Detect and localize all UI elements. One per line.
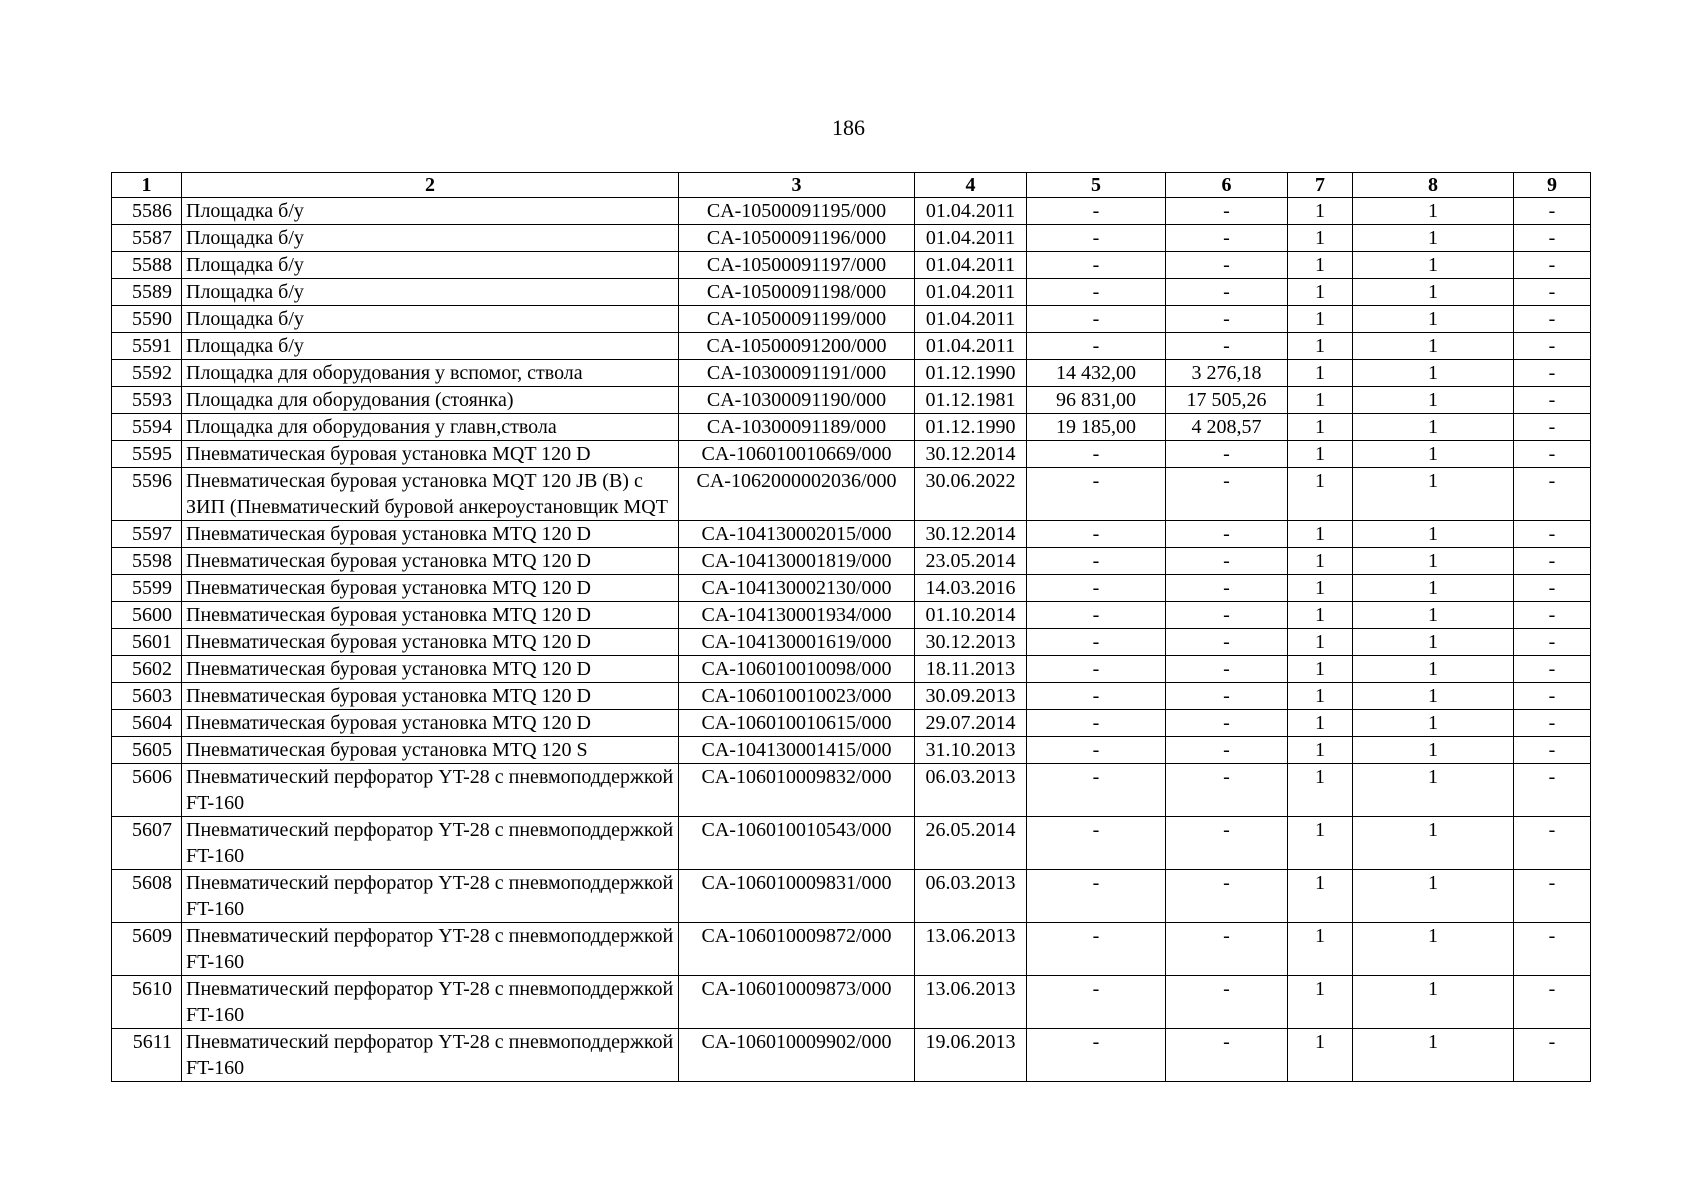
column-9-value: - <box>1514 387 1591 414</box>
column-header-7: 7 <box>1288 173 1353 198</box>
date: 06.03.2013 <box>915 764 1027 817</box>
column-5-value: - <box>1027 225 1166 252</box>
date: 30.06.2022 <box>915 468 1027 521</box>
column-9-value: - <box>1514 923 1591 976</box>
item-name: Пневматическая буровая установка MQT 120 D <box>182 441 679 468</box>
row-number: 5603 <box>112 683 182 710</box>
inventory-code: CA-106010010023/000 <box>679 683 915 710</box>
column-7-value: 1 <box>1288 656 1353 683</box>
table-row <box>112 521 1591 548</box>
column-7-value: 1 <box>1288 414 1353 441</box>
column-9-value: - <box>1514 333 1591 360</box>
column-8-value: 1 <box>1353 521 1514 548</box>
date: 30.09.2013 <box>915 683 1027 710</box>
column-6-value: - <box>1166 764 1288 817</box>
item-name: Площадка для оборудования у главн,ствола <box>182 414 679 441</box>
column-6-value: - <box>1166 976 1288 1029</box>
column-8-value: 1 <box>1353 575 1514 602</box>
row-number: 5599 <box>112 575 182 602</box>
column-9-value: - <box>1514 225 1591 252</box>
column-header-3: 3 <box>679 173 915 198</box>
date: 19.06.2013 <box>915 1029 1027 1082</box>
item-name: Площадка б/у <box>182 225 679 252</box>
column-9-value: - <box>1514 764 1591 817</box>
item-name: Пневматическая буровая установка MTQ 120 S <box>182 737 679 764</box>
column-8-value: 1 <box>1353 225 1514 252</box>
inventory-code: CA-10500091195/000 <box>679 198 915 225</box>
column-9-value: - <box>1514 870 1591 923</box>
table-row <box>112 468 1591 521</box>
column-9-value: - <box>1514 441 1591 468</box>
column-7-value: 1 <box>1288 737 1353 764</box>
column-9-value: - <box>1514 252 1591 279</box>
column-8-value: 1 <box>1353 870 1514 923</box>
item-name: Площадка б/у <box>182 279 679 306</box>
inventory-code: CA-104130001415/000 <box>679 737 915 764</box>
column-5-value: - <box>1027 602 1166 629</box>
column-6-value: - <box>1166 1029 1288 1082</box>
item-name: Площадка б/у <box>182 333 679 360</box>
column-7-value: 1 <box>1288 764 1353 817</box>
item-name: Пневматическая буровая установка MTQ 120 D <box>182 710 679 737</box>
column-7-value: 1 <box>1288 387 1353 414</box>
item-name: Пневматический перфоратор YT-28 с пневмоподдержкой FT-160 <box>182 1029 679 1082</box>
column-9-value: - <box>1514 602 1591 629</box>
column-7-value: 1 <box>1288 441 1353 468</box>
column-7-value: 1 <box>1288 225 1353 252</box>
column-5-value: - <box>1027 198 1166 225</box>
table-row <box>112 923 1591 976</box>
inventory-code: CA-10500091200/000 <box>679 333 915 360</box>
item-name: Пневматический перфоратор YT-28 с пневмоподдержкой FT-160 <box>182 817 679 870</box>
date: 30.12.2014 <box>915 441 1027 468</box>
row-number: 5589 <box>112 279 182 306</box>
column-8-value: 1 <box>1353 817 1514 870</box>
date: 29.07.2014 <box>915 710 1027 737</box>
column-header-4: 4 <box>915 173 1027 198</box>
inventory-code: CA-106010009873/000 <box>679 976 915 1029</box>
column-7-value: 1 <box>1288 602 1353 629</box>
date: 18.11.2013 <box>915 656 1027 683</box>
item-name: Пневматическая буровая установка MTQ 120 D <box>182 602 679 629</box>
item-name: Пневматическая буровая установка MTQ 120 D <box>182 575 679 602</box>
column-8-value: 1 <box>1353 602 1514 629</box>
row-number: 5611 <box>112 1029 182 1082</box>
inventory-code: CA-10300091191/000 <box>679 360 915 387</box>
column-5-value: - <box>1027 629 1166 656</box>
inventory-code: CA-104130001819/000 <box>679 548 915 575</box>
header-row <box>112 173 1591 198</box>
column-6-value: 3 276,18 <box>1166 360 1288 387</box>
column-6-value: - <box>1166 468 1288 521</box>
column-5-value: 96 831,00 <box>1027 387 1166 414</box>
date: 13.06.2013 <box>915 976 1027 1029</box>
column-8-value: 1 <box>1353 198 1514 225</box>
item-name: Пневматический перфоратор YT-28 с пневмоподдержкой FT-160 <box>182 976 679 1029</box>
column-7-value: 1 <box>1288 198 1353 225</box>
page-number: 186 <box>832 115 865 140</box>
column-7-value: 1 <box>1288 817 1353 870</box>
inventory-code: CA-104130002130/000 <box>679 575 915 602</box>
column-9-value: - <box>1514 575 1591 602</box>
row-number: 5590 <box>112 306 182 333</box>
table-row <box>112 575 1591 602</box>
inventory-code: CA-10300091190/000 <box>679 387 915 414</box>
row-number: 5609 <box>112 923 182 976</box>
date: 13.06.2013 <box>915 923 1027 976</box>
date: 30.12.2014 <box>915 521 1027 548</box>
column-6-value: - <box>1166 656 1288 683</box>
column-5-value: - <box>1027 710 1166 737</box>
column-6-value: - <box>1166 602 1288 629</box>
column-5-value: - <box>1027 575 1166 602</box>
column-8-value: 1 <box>1353 360 1514 387</box>
column-8-value: 1 <box>1353 333 1514 360</box>
date: 01.04.2011 <box>915 252 1027 279</box>
column-8-value: 1 <box>1353 441 1514 468</box>
item-name: Площадка б/у <box>182 306 679 333</box>
inventory-code: CA-106010009872/000 <box>679 923 915 976</box>
date: 23.05.2014 <box>915 548 1027 575</box>
column-7-value: 1 <box>1288 279 1353 306</box>
column-7-value: 1 <box>1288 306 1353 333</box>
column-6-value: - <box>1166 225 1288 252</box>
item-name: Пневматический перфоратор YT-28 с пневмоподдержкой FT-160 <box>182 870 679 923</box>
date: 31.10.2013 <box>915 737 1027 764</box>
table-row <box>112 441 1591 468</box>
table-row <box>112 870 1591 923</box>
column-5-value: - <box>1027 923 1166 976</box>
table-row <box>112 764 1591 817</box>
row-number: 5594 <box>112 414 182 441</box>
date: 30.12.2013 <box>915 629 1027 656</box>
column-6-value: - <box>1166 923 1288 976</box>
column-9-value: - <box>1514 521 1591 548</box>
column-9-value: - <box>1514 656 1591 683</box>
row-number: 5596 <box>112 468 182 521</box>
column-8-value: 1 <box>1353 710 1514 737</box>
column-5-value: - <box>1027 306 1166 333</box>
column-7-value: 1 <box>1288 548 1353 575</box>
column-5-value: - <box>1027 817 1166 870</box>
column-6-value: - <box>1166 575 1288 602</box>
item-name: Пневматическая буровая установка MTQ 120 D <box>182 629 679 656</box>
row-number: 5607 <box>112 817 182 870</box>
column-7-value: 1 <box>1288 521 1353 548</box>
column-header-6: 6 <box>1166 173 1288 198</box>
row-number: 5606 <box>112 764 182 817</box>
column-5-value: - <box>1027 521 1166 548</box>
column-7-value: 1 <box>1288 683 1353 710</box>
date: 01.04.2011 <box>915 225 1027 252</box>
column-6-value: - <box>1166 710 1288 737</box>
column-5-value: - <box>1027 656 1166 683</box>
column-5-value: - <box>1027 683 1166 710</box>
column-7-value: 1 <box>1288 710 1353 737</box>
column-7-value: 1 <box>1288 252 1353 279</box>
row-number: 5598 <box>112 548 182 575</box>
column-9-value: - <box>1514 710 1591 737</box>
column-6-value: - <box>1166 306 1288 333</box>
date: 01.04.2011 <box>915 333 1027 360</box>
column-6-value: - <box>1166 548 1288 575</box>
inventory-table <box>111 172 1591 1082</box>
column-9-value: - <box>1514 548 1591 575</box>
table-row <box>112 737 1591 764</box>
table-row <box>112 629 1591 656</box>
column-8-value: 1 <box>1353 306 1514 333</box>
table-row <box>112 976 1591 1029</box>
column-9-value: - <box>1514 306 1591 333</box>
table-row <box>112 306 1591 333</box>
column-header-9: 9 <box>1514 173 1591 198</box>
column-8-value: 1 <box>1353 279 1514 306</box>
column-8-value: 1 <box>1353 923 1514 976</box>
inventory-code: CA-10500091199/000 <box>679 306 915 333</box>
row-number: 5587 <box>112 225 182 252</box>
column-8-value: 1 <box>1353 737 1514 764</box>
column-header-1: 1 <box>112 173 182 198</box>
column-9-value: - <box>1514 360 1591 387</box>
row-number: 5610 <box>112 976 182 1029</box>
inventory-code: CA-106010010098/000 <box>679 656 915 683</box>
column-9-value: - <box>1514 468 1591 521</box>
row-number: 5591 <box>112 333 182 360</box>
column-header-2: 2 <box>182 173 679 198</box>
column-8-value: 1 <box>1353 683 1514 710</box>
inventory-code: CA-10500091197/000 <box>679 252 915 279</box>
column-5-value: - <box>1027 764 1166 817</box>
column-5-value: - <box>1027 279 1166 306</box>
date: 01.10.2014 <box>915 602 1027 629</box>
column-9-value: - <box>1514 737 1591 764</box>
inventory-code: CA-106010010669/000 <box>679 441 915 468</box>
table-row <box>112 710 1591 737</box>
column-5-value: - <box>1027 1029 1166 1082</box>
inventory-code: CA-104130002015/000 <box>679 521 915 548</box>
row-number: 5595 <box>112 441 182 468</box>
column-5-value: 14 432,00 <box>1027 360 1166 387</box>
column-6-value: - <box>1166 817 1288 870</box>
column-6-value: - <box>1166 198 1288 225</box>
column-9-value: - <box>1514 279 1591 306</box>
table-row <box>112 414 1591 441</box>
inventory-code: CA-106010009831/000 <box>679 870 915 923</box>
table-row <box>112 548 1591 575</box>
inventory-code: CA-10500091196/000 <box>679 225 915 252</box>
table-row <box>112 360 1591 387</box>
table-row <box>112 252 1591 279</box>
row-number: 5602 <box>112 656 182 683</box>
date: 01.12.1990 <box>915 360 1027 387</box>
column-5-value: - <box>1027 548 1166 575</box>
date: 14.03.2016 <box>915 575 1027 602</box>
date: 01.04.2011 <box>915 198 1027 225</box>
row-number: 5593 <box>112 387 182 414</box>
column-9-value: - <box>1514 976 1591 1029</box>
column-8-value: 1 <box>1353 656 1514 683</box>
column-5-value: - <box>1027 441 1166 468</box>
item-name: Пневматический перфоратор YT-28 с пневмоподдержкой FT-160 <box>182 764 679 817</box>
date: 01.12.1981 <box>915 387 1027 414</box>
table-row <box>112 602 1591 629</box>
item-name: Пневматическая буровая установка MTQ 120 D <box>182 548 679 575</box>
inventory-code: CA-104130001934/000 <box>679 602 915 629</box>
table-row <box>112 279 1591 306</box>
table-row <box>112 225 1591 252</box>
column-5-value: - <box>1027 737 1166 764</box>
column-9-value: - <box>1514 683 1591 710</box>
row-number: 5601 <box>112 629 182 656</box>
row-number: 5586 <box>112 198 182 225</box>
column-8-value: 1 <box>1353 548 1514 575</box>
column-7-value: 1 <box>1288 1029 1353 1082</box>
column-9-value: - <box>1514 414 1591 441</box>
table-row <box>112 656 1591 683</box>
column-6-value: 4 208,57 <box>1166 414 1288 441</box>
inventory-code: CA-106010009902/000 <box>679 1029 915 1082</box>
table-row <box>112 817 1591 870</box>
table-row <box>112 387 1591 414</box>
column-9-value: - <box>1514 198 1591 225</box>
column-header-5: 5 <box>1027 173 1166 198</box>
item-name: Площадка б/у <box>182 198 679 225</box>
column-5-value: - <box>1027 870 1166 923</box>
table-row <box>112 198 1591 225</box>
row-number: 5588 <box>112 252 182 279</box>
row-number: 5604 <box>112 710 182 737</box>
column-6-value: - <box>1166 683 1288 710</box>
column-7-value: 1 <box>1288 629 1353 656</box>
inventory-code: CA-106010009832/000 <box>679 764 915 817</box>
column-7-value: 1 <box>1288 360 1353 387</box>
column-6-value: - <box>1166 737 1288 764</box>
inventory-code: CA-1062000002036/000 <box>679 468 915 521</box>
date: 01.12.1990 <box>915 414 1027 441</box>
column-7-value: 1 <box>1288 870 1353 923</box>
table-row <box>112 333 1591 360</box>
column-5-value: - <box>1027 252 1166 279</box>
column-5-value: - <box>1027 976 1166 1029</box>
item-name: Площадка для оборудования (стоянка) <box>182 387 679 414</box>
item-name: Площадка б/у <box>182 252 679 279</box>
column-8-value: 1 <box>1353 1029 1514 1082</box>
column-7-value: 1 <box>1288 468 1353 521</box>
item-name: Площадка для оборудования у вспомог, ствола <box>182 360 679 387</box>
column-8-value: 1 <box>1353 387 1514 414</box>
column-6-value: - <box>1166 441 1288 468</box>
column-5-value: 19 185,00 <box>1027 414 1166 441</box>
column-8-value: 1 <box>1353 976 1514 1029</box>
column-9-value: - <box>1514 1029 1591 1082</box>
date: 01.04.2011 <box>915 306 1027 333</box>
column-8-value: 1 <box>1353 252 1514 279</box>
column-9-value: - <box>1514 629 1591 656</box>
row-number: 5592 <box>112 360 182 387</box>
column-9-value: - <box>1514 817 1591 870</box>
column-8-value: 1 <box>1353 414 1514 441</box>
item-name: Пневматическая буровая установка MTQ 120 D <box>182 656 679 683</box>
column-7-value: 1 <box>1288 976 1353 1029</box>
inventory-code: CA-106010010615/000 <box>679 710 915 737</box>
column-7-value: 1 <box>1288 333 1353 360</box>
table-row <box>112 1029 1591 1082</box>
column-6-value: - <box>1166 629 1288 656</box>
date: 06.03.2013 <box>915 870 1027 923</box>
column-6-value: - <box>1166 333 1288 360</box>
inventory-code: CA-10300091189/000 <box>679 414 915 441</box>
date: 26.05.2014 <box>915 817 1027 870</box>
row-number: 5600 <box>112 602 182 629</box>
column-5-value: - <box>1027 468 1166 521</box>
column-5-value: - <box>1027 333 1166 360</box>
column-7-value: 1 <box>1288 575 1353 602</box>
column-8-value: 1 <box>1353 468 1514 521</box>
row-number: 5605 <box>112 737 182 764</box>
row-number: 5597 <box>112 521 182 548</box>
column-8-value: 1 <box>1353 629 1514 656</box>
inventory-code: CA-104130001619/000 <box>679 629 915 656</box>
column-header-8: 8 <box>1353 173 1514 198</box>
item-name: Пневматическая буровая установка MTQ 120 D <box>182 683 679 710</box>
column-6-value: 17 505,26 <box>1166 387 1288 414</box>
table-row <box>112 683 1591 710</box>
item-name: Пневматический перфоратор YT-28 с пневмоподдержкой FT-160 <box>182 923 679 976</box>
column-7-value: 1 <box>1288 923 1353 976</box>
item-name: Пневматическая буровая установка MTQ 120 D <box>182 521 679 548</box>
column-8-value: 1 <box>1353 764 1514 817</box>
row-number: 5608 <box>112 870 182 923</box>
inventory-code: CA-10500091198/000 <box>679 279 915 306</box>
date: 01.04.2011 <box>915 279 1027 306</box>
inventory-code: CA-106010010543/000 <box>679 817 915 870</box>
column-6-value: - <box>1166 279 1288 306</box>
item-name: Пневматическая буровая установка MQT 120 JB (B) с ЗИП (Пневматический буровой анкероустановщик MQT <box>182 468 679 521</box>
column-6-value: - <box>1166 521 1288 548</box>
column-6-value: - <box>1166 252 1288 279</box>
column-6-value: - <box>1166 870 1288 923</box>
